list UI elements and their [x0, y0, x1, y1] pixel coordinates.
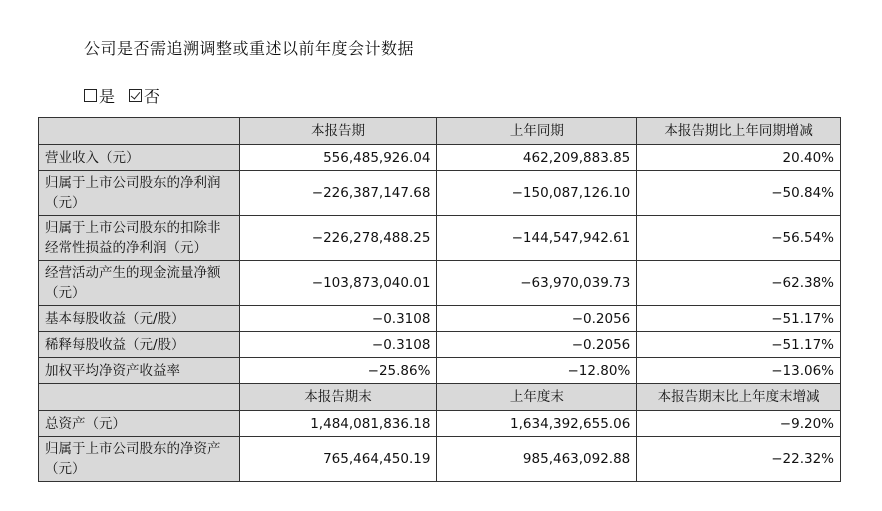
row-label: 归属于上市公司股东的净资产（元） — [39, 437, 240, 482]
cell-current: 765,464,450.19 — [239, 437, 437, 482]
row-label: 归属于上市公司股东的净利润（元） — [39, 171, 240, 216]
cell-prior: −144,547,942.61 — [437, 216, 637, 261]
cell-change: −22.32% — [637, 437, 841, 482]
table-row — [39, 145, 841, 171]
financial-data-table — [38, 117, 841, 482]
cell-prior: −12.80% — [437, 358, 637, 384]
row-label: 营业收入（元） — [39, 145, 240, 171]
cell-change: −13.06% — [637, 358, 841, 384]
header-blank-cell — [39, 118, 240, 145]
cell-current: −0.3108 — [239, 306, 437, 332]
row-label: 加权平均净资产收益率 — [39, 358, 240, 384]
page-title: 公司是否需追溯调整或重述以前年度会计数据 — [84, 39, 415, 58]
column-header: 本报告期末比上年度末增减 — [637, 384, 841, 411]
option-no-label: 否 — [144, 87, 161, 106]
row-label: 稀释每股收益（元/股） — [39, 332, 240, 358]
table-subheader-row — [39, 384, 841, 411]
table-row — [39, 171, 841, 216]
cell-change: −62.38% — [637, 261, 841, 306]
column-header: 本报告期 — [239, 118, 437, 145]
cell-current: −226,387,147.68 — [239, 171, 437, 216]
header-blank-cell — [39, 384, 240, 411]
checkbox-yes[interactable] — [84, 89, 97, 102]
column-header: 本报告期比上年同期增减 — [637, 118, 841, 145]
row-label: 基本每股收益（元/股） — [39, 306, 240, 332]
table-row — [39, 216, 841, 261]
table-row — [39, 261, 841, 306]
cell-prior: 1,634,392,655.06 — [437, 411, 637, 437]
column-header: 本报告期末 — [239, 384, 437, 411]
cell-change: −51.17% — [637, 332, 841, 358]
cell-change: −51.17% — [637, 306, 841, 332]
cell-current: 1,484,081,836.18 — [239, 411, 437, 437]
cell-change: −56.54% — [637, 216, 841, 261]
cell-change: 20.40% — [637, 145, 841, 171]
checkbox-no-checked[interactable] — [129, 89, 142, 102]
column-header: 上年度末 — [437, 384, 637, 411]
cell-prior: −63,970,039.73 — [437, 261, 637, 306]
table-row — [39, 411, 841, 437]
row-label: 总资产（元） — [39, 411, 240, 437]
cell-prior: −150,087,126.10 — [437, 171, 637, 216]
cell-prior: −0.2056 — [437, 306, 637, 332]
cell-change: −50.84% — [637, 171, 841, 216]
table-row — [39, 437, 841, 482]
table-row — [39, 306, 841, 332]
cell-prior: 462,209,883.85 — [437, 145, 637, 171]
cell-current: −25.86% — [239, 358, 437, 384]
row-label: 经营活动产生的现金流量净额（元） — [39, 261, 240, 306]
column-header: 上年同期 — [437, 118, 637, 145]
cell-prior: 985,463,092.88 — [437, 437, 637, 482]
cell-current: −226,278,488.25 — [239, 216, 437, 261]
cell-current: −103,873,040.01 — [239, 261, 437, 306]
cell-current: 556,485,926.04 — [239, 145, 437, 171]
option-yes-label: 是 — [99, 87, 116, 106]
table-row — [39, 332, 841, 358]
cell-prior: −0.2056 — [437, 332, 637, 358]
cell-change: −9.20% — [637, 411, 841, 437]
cell-current: −0.3108 — [239, 332, 437, 358]
table-row — [39, 358, 841, 384]
restatement-choice — [84, 84, 174, 107]
table-header-row — [39, 118, 841, 145]
row-label: 归属于上市公司股东的扣除非经常性损益的净利润（元） — [39, 216, 240, 261]
